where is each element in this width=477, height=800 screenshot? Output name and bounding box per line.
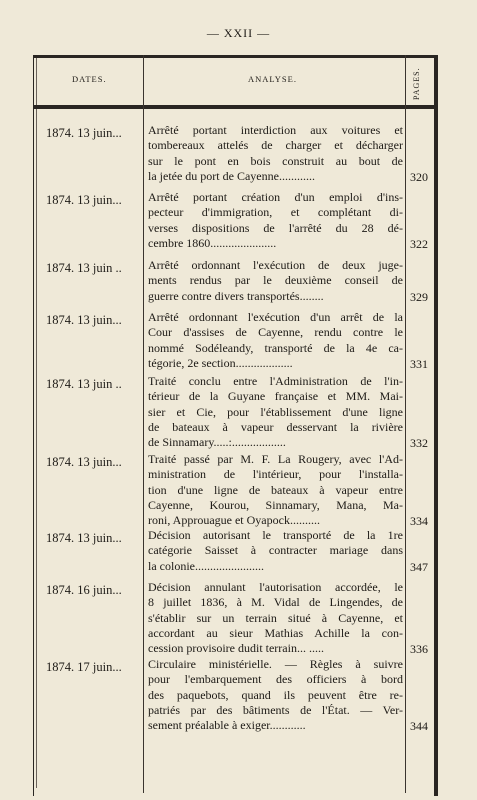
entry-line: la colonie.......................: [148, 558, 264, 573]
entry-analysis: [148, 374, 403, 450]
entry-line: pecteur d'immigration, et complétant di-: [148, 205, 403, 220]
entry-line: des paquebots, quand ils peuvent être re-: [148, 687, 403, 702]
entry-line: 8 juillet 1836, à M. Vidal de Lingendes, de: [148, 595, 403, 610]
entry-analysis: [148, 580, 403, 656]
entry-line: Cour d'assises de Cayenne, rendu contre le: [148, 325, 403, 340]
entry-line: la jetée du port de Cayenne............: [148, 168, 315, 183]
entry-page-number: 347: [410, 559, 428, 574]
entry-date: 1874. 13 juin...: [46, 531, 122, 545]
entry-date: 1874. 13 juin...: [46, 313, 122, 327]
entry-page-number: 332: [410, 436, 428, 451]
header-rule: [33, 105, 437, 109]
entry-line: Arrêté ordonnant l'exécution de deux juge-: [148, 258, 403, 272]
entry-line: ministration de l'intérieur, pour l'installa-: [148, 467, 403, 482]
column-divider-dates: [143, 55, 144, 793]
entry-date: 1874. 16 juin...: [46, 583, 122, 597]
entry-line: de bateaux à vapeur desservant la rivière: [148, 419, 403, 434]
entry-line: guerre contre divers transportés........: [148, 288, 324, 303]
entry-line: tégorie, 2e section...................: [148, 355, 293, 370]
entry-analysis: [148, 123, 403, 184]
entry-date: 1874. 13 juin...: [46, 193, 122, 207]
entry-line: Arrêté ordonnant l'exécution d'un arrêt de la: [148, 310, 403, 324]
entry-page-number: 336: [410, 642, 428, 657]
entry-line: térieur de la Guyane française et MM. Mai-: [148, 389, 403, 404]
entry-page-number: 344: [410, 719, 428, 734]
entry-line: catégorie Saisset à contracter mariage dans: [148, 543, 403, 558]
entry-line: Traité passé par M. F. La Rougery, avec l'Ad-: [148, 452, 403, 466]
page-number: — XXII —: [206, 26, 271, 40]
entry-line: sier et Cie, pour l'établissement d'une ligne: [148, 404, 403, 419]
entry-line: Décision annulant l'autorisation accordée, le: [148, 580, 403, 594]
entry-analysis: [148, 452, 403, 528]
entry-line: roni, Approuague et Oyapock..........: [148, 513, 320, 528]
entry-date: 1874. 13 juin...: [46, 455, 122, 469]
entry-analysis: [148, 258, 403, 304]
frame-inner-rule: [36, 58, 41, 788]
entry-line: de Sinnamary.....:..................: [148, 435, 286, 450]
entry-line: Décision autorisant le transporté de la 1re: [148, 528, 403, 542]
entry-line: ments rendus par le deuxième conseil de: [148, 273, 403, 288]
entry-date: 1874. 17 juin...: [46, 660, 122, 674]
entry-line: Arrêté portant création d'un emploi d'ins-: [148, 190, 403, 204]
entry-page-number: 331: [410, 356, 428, 371]
entry-line: verses dispositions de l'arrêté du 28 dé-: [148, 220, 403, 235]
entry-line: sement préalable à exiger............: [148, 718, 306, 733]
entry-page-number: 320: [410, 169, 428, 184]
entry-line: tombereaux attelés de charger et décharger: [148, 138, 403, 153]
entry-line: patriés par des bâtiments de l'État. — Ver-: [148, 702, 403, 717]
entry-line: nommé Sodéleandy, transporté de la 4e ca-: [148, 340, 403, 355]
entry-page-number: 322: [410, 236, 428, 251]
entry-line: cession provisoire dudit terrain... .....: [148, 641, 324, 656]
entry-line: Circulaire ministérielle. — Règles à suivre: [148, 657, 403, 671]
column-divider-pages: [405, 55, 406, 793]
column-header-pages: PAGES.: [412, 67, 421, 101]
entry-line: cembre 1860......................: [148, 235, 277, 250]
entry-line: sur le pont en bois construit au bout de: [148, 153, 403, 168]
entry-date: 1874. 13 juin ..: [46, 261, 122, 275]
entry-date: 1874. 13 juin ..: [46, 377, 122, 391]
entry-line: Arrêté portant interdiction aux voitures et: [148, 123, 403, 137]
entry-page-number: 329: [410, 289, 428, 304]
entry-line: s'établir sur un terrain situé à Cayenne, et: [148, 610, 403, 625]
entry-analysis: [148, 657, 403, 733]
entry-line: tion d'une ligne de bateaux à vapeur entre: [148, 482, 403, 497]
column-header-dates: DATES.: [72, 74, 107, 84]
entry-date: 1874. 13 juin...: [46, 126, 122, 140]
entry-analysis: [148, 190, 403, 251]
entry-page-number: 334: [410, 514, 428, 529]
entry-line: Cayenne, Kourou, Sinnamary, Mana, Ma-: [148, 497, 403, 512]
entry-line: accordant au sieur Mathias Achille la con-: [148, 625, 403, 640]
entry-line: pour l'embarquement des officiers à bord: [148, 672, 403, 687]
entry-analysis: [148, 310, 403, 371]
column-header-analyse: ANALYSE.: [248, 74, 297, 84]
entry-analysis: [148, 528, 403, 574]
entry-line: Traité conclu entre l'Administration de l'in-: [148, 374, 403, 388]
